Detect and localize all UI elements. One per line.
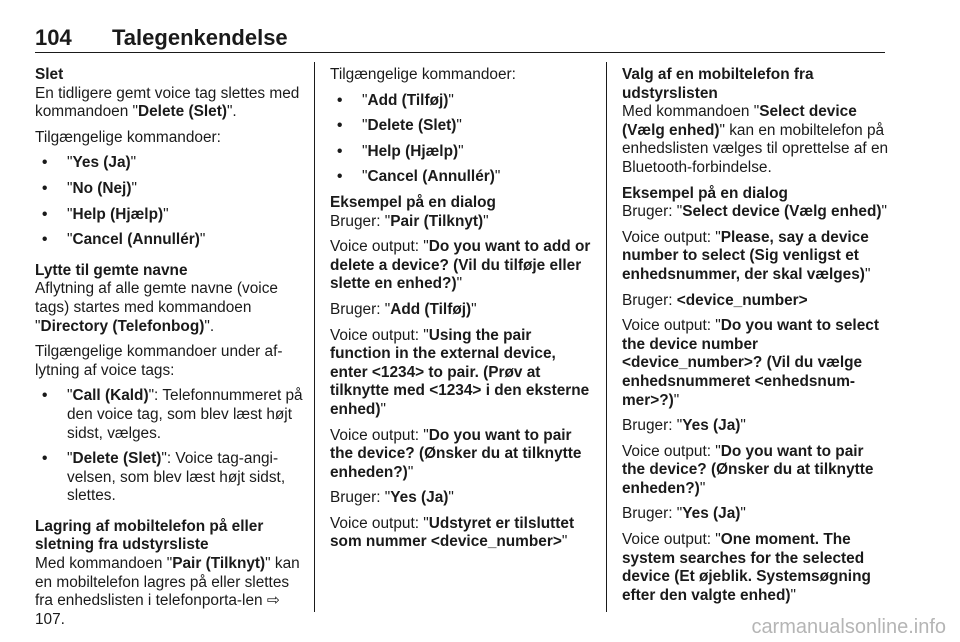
column-1 bbox=[35, 66, 305, 636]
dialog-line: Voice output: "Udstyret er tilsluttet som nummer <device_number>" bbox=[330, 514, 575, 551]
dialog-line: Voice output: "One moment. The system searches for the selected device (Et øjeblik. Systemsøgning efter den valgte enhed)" bbox=[622, 531, 871, 604]
page-reference-arrow-icon[interactable]: ⇨ bbox=[266, 592, 280, 610]
dialog-line: Bruger: "Add (Tilføj)" bbox=[330, 300, 477, 318]
section-heading-lagring: Lagring af mobiltelefon på eller sletning fra udstyrsliste bbox=[35, 517, 264, 554]
column-2 bbox=[330, 66, 592, 559]
column-3 bbox=[622, 66, 890, 612]
dialog-line: Bruger: "Select device (Vælg enhed)" bbox=[622, 203, 887, 221]
available-label: Tilgængelige kommandoer: bbox=[330, 66, 516, 83]
list-item: • "No (Nej)" bbox=[35, 180, 305, 199]
lytte-paragraph: Aflytning af alle gemte navne (voice tags) startes med kommandoen "Directory (Telefonbog)". bbox=[35, 280, 278, 335]
slet-available-label: Tilgængelige kommandoer: bbox=[35, 128, 221, 146]
list-item: • "Call (Kald)": Telefonnummeret på den voice tag, som blev læst højt sidst, vælges. bbox=[35, 387, 305, 443]
dialog-line: Voice output: "Do you want to pair the device? (Ønsker du at tilknytte enheden?)" bbox=[622, 442, 874, 497]
lagring-paragraph: Med kommandoen "Pair (Tilknyt)" kan en mobiltelefon lagres på eller slettes fra enhedslisten i telefonporta-len ⇨ 107. bbox=[35, 555, 300, 628]
dialog-line: Bruger: "Yes (Ja)" bbox=[622, 417, 746, 435]
lytte-command-list bbox=[35, 387, 305, 506]
column-divider bbox=[314, 62, 315, 612]
list-item: • "Delete (Slet)" bbox=[330, 117, 592, 136]
valg-paragraph: Med kommandoen "Select device (Vælg enhed)" kan en mobiltelefon på enhedslisten vælges til oprettelse af en Bluetooth-forbindelse. bbox=[622, 103, 889, 176]
dialog-line: Bruger: "Pair (Tilknyt)" bbox=[330, 212, 489, 230]
page-reference[interactable]: 107. bbox=[35, 610, 65, 628]
dialog-line: Voice output: "Do you want to add or delete a device? (Vil du tilføje eller slette en enhed?)" bbox=[330, 238, 591, 293]
watermark: carmanualsonline.info bbox=[751, 616, 946, 638]
section-heading-valg: Valg af en mobiltelefon fra udstyrslisten bbox=[622, 66, 814, 102]
dialog-example-heading: Eksempel på en dialog bbox=[330, 193, 496, 211]
list-item: • "Cancel (Annullér)" bbox=[35, 231, 305, 250]
command-list bbox=[330, 92, 592, 187]
dialog-line: Voice output: "Using the pair function in the external device, enter <1234> to pair. (Prøv at tilknytte med <1234> i den eksterne enhed)" bbox=[330, 326, 590, 418]
section-heading-lytte: Lytte til gemte navne bbox=[35, 261, 188, 279]
dialog-line: Voice output: "Please, say a device number to select (Sig venligst et enhedsnummer, der skal vælges)" bbox=[622, 228, 871, 283]
lytte-available-label: Tilgængelige kommandoer under af-lytning af voice tags: bbox=[35, 343, 283, 379]
dialog-line: Bruger: <device_number> bbox=[622, 291, 808, 309]
slet-command-list bbox=[35, 154, 305, 249]
section-heading-slet: Slet bbox=[35, 66, 64, 83]
list-item: • "Help (Hjælp)" bbox=[35, 206, 305, 225]
list-item: • "Delete (Slet)": Voice tag-angi-velsen, som blev læst højt sidst, slettes. bbox=[35, 450, 305, 506]
page-title: Talegenkendelse bbox=[112, 25, 288, 50]
dialog-line: Voice output: "Do you want to select the device number <device_number>? (Vil du vælge enhedsnummeret <enhedsnum-mer>?)" bbox=[622, 317, 879, 409]
list-item: • "Cancel (Annullér)" bbox=[330, 168, 592, 187]
page-header bbox=[35, 22, 885, 53]
page-number: 104 bbox=[35, 25, 72, 50]
list-item: • "Help (Hjælp)" bbox=[330, 143, 592, 162]
slet-paragraph: En tidligere gemt voice tag slettes med kommandoen "Delete (Slet)". bbox=[35, 84, 300, 121]
list-item: • "Add (Tilføj)" bbox=[330, 92, 592, 111]
dialog-line: Bruger: "Yes (Ja)" bbox=[330, 489, 454, 507]
column-divider bbox=[606, 62, 607, 612]
dialog-example-heading: Eksempel på en dialog bbox=[622, 184, 788, 202]
dialog-line: Voice output: "Do you want to pair the device? (Ønsker du at tilknytte enheden?)" bbox=[330, 426, 582, 481]
list-item: • "Yes (Ja)" bbox=[35, 154, 305, 173]
dialog-line: Bruger: "Yes (Ja)" bbox=[622, 505, 746, 523]
